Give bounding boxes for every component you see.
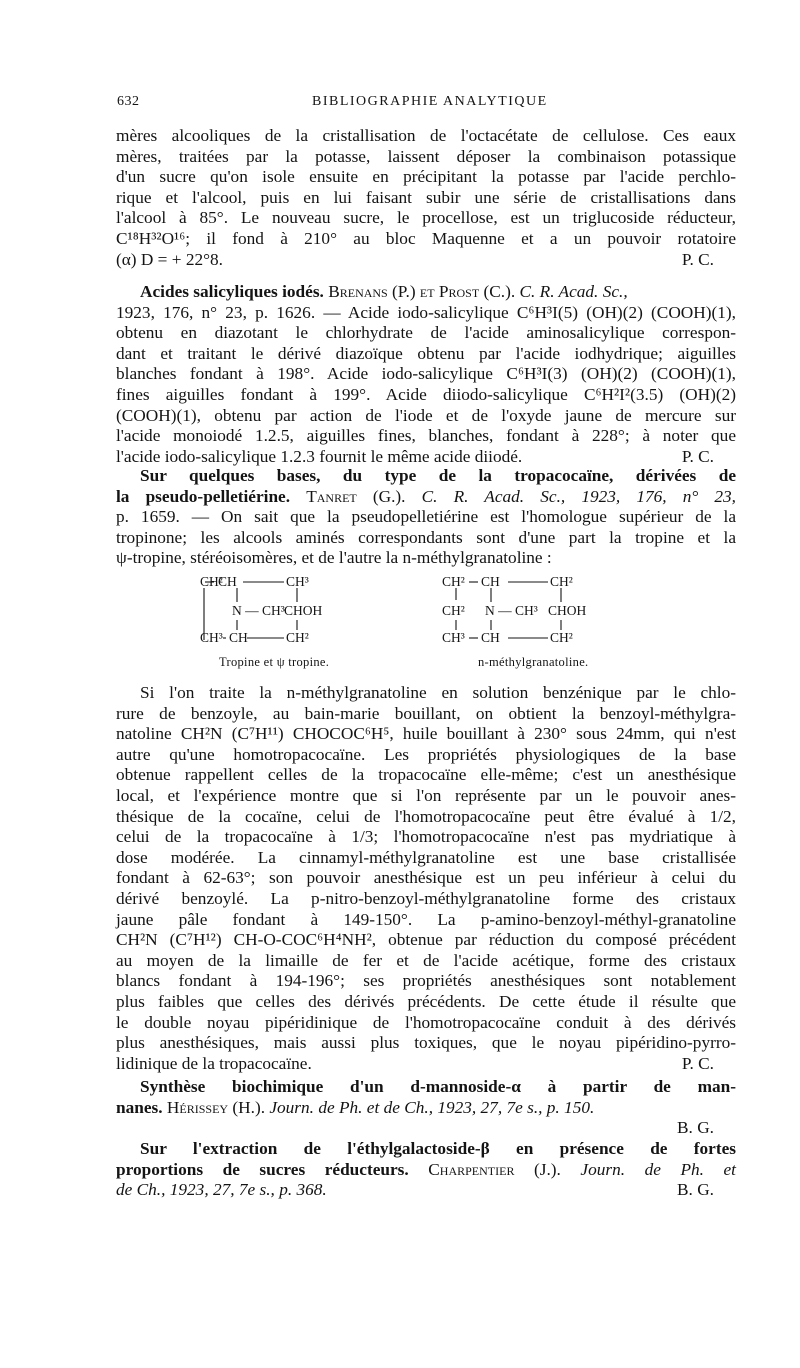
- entry-reference: C. R. Acad. Sc., 1923, 176, n° 23,: [421, 486, 736, 506]
- text-line: [116, 447, 736, 468]
- text-line: 1923, 176, n° 23, p. 1626. — Acide iodo-salicylique C⁶H³I(5) (OH)(2) (COOH)(1),: [116, 302, 736, 322]
- diagram-caption: Tropine et ψ tropine.: [219, 655, 330, 669]
- text-line: l'alcool à 85°. Le nouveau sucre, le procellose, est un triglucoside réducteur,: [116, 208, 736, 228]
- text-line: fondant à 62-63°; son pouvoir anesthésique est un peu inférieur à celui du: [116, 868, 736, 888]
- entry-reference: Journ. de Ph. et: [580, 1159, 736, 1179]
- formula-atom: CH²: [550, 574, 573, 589]
- structure-diagram: [116, 566, 736, 676]
- formula-atom: CH: [481, 574, 500, 589]
- formula-atom: CH²: [286, 630, 309, 645]
- formula-atom: CH: [218, 574, 237, 589]
- signature: P. C.: [681, 1053, 714, 1073]
- paragraph-procellose: [116, 126, 736, 270]
- entry-title-cont: la pseudo-pelletiérine.: [116, 486, 291, 506]
- text-line: [116, 1054, 736, 1075]
- text-line: Si l'on traite la n-méthylgranatoline en solution benzénique par le chlo-: [140, 683, 736, 702]
- text-line: blancs fondant à 194-196°; ses propriétés anesthésiques sont notablement: [116, 971, 736, 991]
- formula-atom: CHOH: [548, 603, 587, 618]
- formula-atom: CH³: [286, 574, 309, 589]
- text-line: natoline CH²N (C⁷H¹¹) CHOCOC⁶H⁵, huile bouillant à 230° sous 24mm, qui n'est: [116, 724, 736, 744]
- formula-atom: CH²: [550, 630, 573, 645]
- text-line: (COOH)(1), obtenu par action de l'iode et de l'oxyde jaune de mercure sur: [116, 405, 736, 425]
- formula-atom: CH³: [200, 630, 223, 645]
- entry-bases-tropacocaine: [116, 466, 736, 569]
- text-line: le double noyau pipéridinique de l'homotropacocaïne conduit à des dérivés: [116, 1012, 736, 1032]
- paragraph-homotropacocaine: [116, 683, 736, 1074]
- entry-heading-line: [116, 282, 736, 303]
- signature: P. C.: [681, 446, 714, 466]
- formula-atom: CH²: [200, 574, 223, 589]
- formula-atom: CH²: [442, 574, 465, 589]
- formula-atom: CH²: [442, 603, 465, 618]
- entry-extraction-ethylgalactoside: [116, 1139, 736, 1201]
- diagram-caption: n-méthylgranatoline.: [478, 655, 589, 669]
- text-line: ψ-tropine, stéréoisomères, et de l'autre la n-méthylgranatoline :: [116, 548, 552, 568]
- text-line: CH²N (C⁷H¹²) CH-O-COC⁶H⁴NH², obtenue par réduction du composé précédent: [116, 930, 736, 950]
- signature: B. G.: [677, 1118, 714, 1138]
- running-header: [117, 94, 737, 118]
- text-line: d'un sucre qu'on isole ensuite en précipitant la potasse par l'acide perchlo-: [116, 167, 736, 187]
- entry-authors: Charpentier (J.).: [428, 1159, 561, 1179]
- formula-atom: CH: [481, 630, 500, 645]
- entry-heading-line: [116, 487, 736, 508]
- text-line: p. 1659. — On sait que la pseudopelletiérine est l'homologue supérieur de la: [116, 507, 736, 527]
- text-line: celui de la tropacocaïne à 1/3; l'homotropacocaïne n'est pas mydriatique à: [116, 827, 736, 847]
- text-line: [116, 1118, 736, 1139]
- formula-atom: CH: [229, 630, 248, 645]
- entry-heading-line: [116, 1160, 736, 1181]
- entry-acides-salicyliques: [116, 282, 736, 467]
- text-line: rure de benzoyle, au bain-marie bouillant, on obtient la benzoyl-méthylgra-: [116, 703, 736, 723]
- text-line: thésique de la cocaïne, celui de l'homotropacocaïne peut être évalué à 1/2,: [116, 806, 736, 826]
- text-line-content: l'acide iodo-salicylique 1.2.3 fournit le même acide diiodé.: [116, 446, 523, 466]
- text-line: [116, 250, 736, 271]
- entry-title: Synthèse biochimique d'un d-mannoside-α à partir de man-: [140, 1077, 736, 1096]
- text-line: fines aiguilles fondant à 199°. Acide diiodo-salicylique C⁶H²I²(3.5) (OH)(2): [116, 384, 736, 404]
- formula-atom: CH³: [442, 630, 465, 645]
- formula-atom: N — CH³: [232, 603, 285, 618]
- entry-title: Acides salicyliques iodés.: [140, 282, 324, 301]
- text-line: obtenue rappellent celles de la tropacocaïne elle-même; c'est un anesthésique: [116, 765, 736, 785]
- text-line: rique et l'alcool, puis en lui faisant subir une série de cristallisations dans: [116, 187, 736, 207]
- text-line: dose modérée. La cinnamyl-méthylgranatoline est une base cristallisée: [116, 847, 736, 867]
- text-line: plus anesthésiques, mais aussi plus toxiques, que le noyau pipéridino-pyrro-: [116, 1033, 736, 1053]
- signature: P. C.: [681, 249, 714, 269]
- running-title: BIBLIOGRAPHIE ANALYTIQUE: [312, 94, 548, 109]
- text-line: l'acide monoiodé 1.2.5, aiguilles fines, blanches, fondant à 228°; à noter que: [116, 426, 736, 446]
- text-line: tropinone; les alcools aminés correspondants sont d'une part la tropine et la: [116, 527, 736, 547]
- entry-title-cont: proportions de sucres réducteurs.: [116, 1159, 409, 1179]
- text-line: C¹⁸H³²O¹⁶; il fond à 210° au bloc Maquenne et a un pouvoir rotatoire: [116, 228, 736, 248]
- text-line: jaune pâle fondant à 149-150°. La p-amino-benzoyl-méthyl-granatoline: [116, 909, 736, 929]
- text-line: blanches fondant à 198°. Acide iodo-salicylique C⁶H³I(3) (OH)(2) (COOH)(1),: [116, 364, 736, 384]
- entry-title: Sur quelques bases, du type de la tropacocaïne, dérivées de: [140, 466, 736, 485]
- formula-atom: CHOH: [284, 603, 323, 618]
- text-line: mères alcooliques de la cristallisation de l'octacétate de cellulose. Ces eaux: [116, 126, 736, 145]
- text-line: dant et traitant le dérivé diazoïque obtenu par l'acide iodhydrique; aiguilles: [116, 343, 736, 363]
- text-line-content: lidinique de la tropacocaïne.: [116, 1053, 312, 1073]
- text-line: local, et l'expérience montre que si l'on représente par un le pouvoir anes-: [116, 785, 736, 805]
- text-line: [116, 1180, 736, 1201]
- formula-atom: N — CH³: [485, 603, 538, 618]
- entry-authors: Tanret (G.).: [306, 486, 406, 506]
- text-line: plus faibles que celles des dérivés précédents. De cette étude il résulte que: [116, 991, 736, 1011]
- entry-reference: Journ. de Ph. et de Ch., 1923, 27, 7e s., p. 150.: [269, 1097, 595, 1117]
- entry-synthese-mannoside: [116, 1077, 736, 1139]
- entry-reference-cont: de Ch., 1923, 27, 7e s., p. 368.: [116, 1180, 327, 1200]
- text-line-content: (α) D = + 22°8.: [116, 249, 223, 269]
- page-number: 632: [117, 94, 140, 109]
- text-line: autre qu'une homotropacocaïne. Les propriétés physiologiques de la base: [116, 744, 736, 764]
- text-line: au moyen de la limaille de fer et de l'acide acétique, forme des cristaux: [116, 950, 736, 970]
- text-line: dérivé benzoylé. La p-nitro-benzoyl-méthylgranatoline forme des cristaux: [116, 888, 736, 908]
- entry-authors: Brenans (P.) et Prost (C.).: [328, 282, 516, 301]
- entry-authors: Hérissey (H.).: [166, 1097, 266, 1117]
- entry-title-cont: nanes.: [116, 1097, 163, 1117]
- text-line: obtenu en diazotant le chlorhydrate de l'acide aminosalicylique correspon-: [116, 323, 736, 343]
- entry-heading-line: [116, 1098, 736, 1119]
- entry-reference: C. R. Acad. Sc.,: [519, 282, 628, 301]
- text-line: mères, traitées par la potasse, laissent déposer la combinaison potassique: [116, 146, 736, 166]
- signature: B. G.: [677, 1180, 714, 1200]
- entry-title: Sur l'extraction de l'éthylgalactoside-β en présence de fortes: [140, 1139, 736, 1158]
